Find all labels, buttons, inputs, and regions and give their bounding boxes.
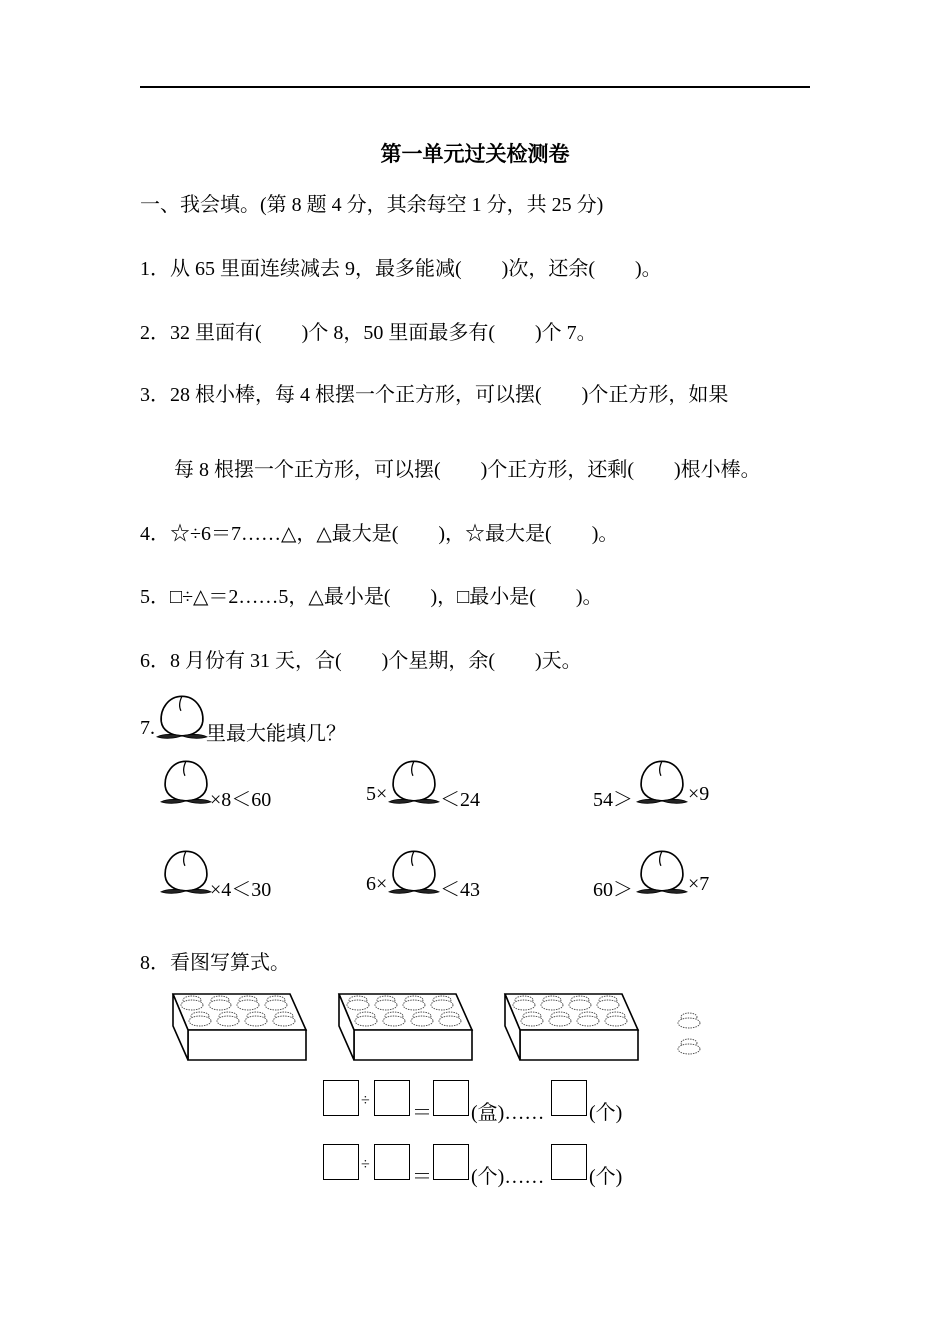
question-3-line-2: 每 8 根摆一个正方形，可以摆( )个正方形，还剩( )根小棒。	[174, 459, 761, 481]
answer-box[interactable]	[433, 1144, 469, 1180]
peach-icon	[156, 690, 208, 740]
question-7-text: 里最大能填几？	[206, 723, 346, 745]
peach-icon	[388, 755, 440, 805]
q7-expr-r2c2b: ＜43	[440, 879, 480, 901]
q7-expr-r2c2a: 6×	[366, 873, 388, 895]
question-2: 2．32 里面有( )个 8，50 里面最多有( )个 7。	[140, 322, 597, 344]
question-1: 1．从 65 里面连续减去 9，最多能减( )次，还余( )。	[140, 258, 662, 280]
unit-pieces: (个)	[589, 1102, 623, 1124]
question-4: 4．☆÷6＝7……△，△最大是( )，☆最大是( )。	[140, 523, 619, 545]
answer-box[interactable]	[551, 1144, 587, 1180]
page-title: 第一单元过关检测卷	[380, 142, 570, 166]
unit-pieces-remainder: (个)……	[471, 1166, 545, 1188]
question-7-number: 7.	[140, 717, 155, 739]
peach-icon	[636, 755, 688, 805]
peach-icon	[388, 845, 440, 895]
q7-expr-r2c3b: ×7	[688, 873, 710, 895]
divide-sign: ÷	[361, 1092, 370, 1109]
divide-sign: ÷	[361, 1156, 370, 1173]
equals-sign: ＝	[412, 1102, 432, 1124]
answer-box[interactable]	[374, 1144, 410, 1180]
equals-sign: ＝	[412, 1166, 432, 1188]
cake-icon	[676, 1038, 702, 1056]
cake-box-icon	[336, 990, 476, 1064]
peach-icon	[636, 845, 688, 895]
answer-box[interactable]	[323, 1080, 359, 1116]
answer-box[interactable]	[551, 1080, 587, 1116]
header-rule	[140, 86, 810, 88]
q7-expr-r1c2a: 5×	[366, 783, 388, 805]
question-5: 5．□÷△＝2……5，△最小是( )，□最小是( )。	[140, 586, 603, 608]
q7-expr-r1c3b: ×9	[688, 783, 710, 805]
question-3-line-1: 3．28 根小棒，每 4 根摆一个正方形，可以摆( )个正方形，如果	[140, 384, 729, 406]
q7-expr-r1c3a: 54＞	[593, 789, 633, 811]
section-heading: 一、我会填。(第 8 题 4 分，其余每空 1 分，共 25 分)	[140, 194, 604, 216]
unit-pieces: (个)	[589, 1166, 623, 1188]
cake-icon	[676, 1012, 702, 1030]
answer-box[interactable]	[433, 1080, 469, 1116]
q7-expr-r2c1: ×4＜30	[210, 879, 272, 901]
peach-icon	[160, 845, 212, 895]
q7-expr-r1c2b: ＜24	[440, 789, 480, 811]
question-6: 6．8 月份有 31 天，合( )个星期，余( )天。	[140, 650, 582, 672]
unit-boxes-remainder: (盒)……	[471, 1102, 545, 1124]
cake-box-icon	[502, 990, 642, 1064]
answer-box[interactable]	[374, 1080, 410, 1116]
question-8-title: 8．看图写算式。	[140, 952, 290, 974]
cake-box-icon	[170, 990, 310, 1064]
answer-box[interactable]	[323, 1144, 359, 1180]
peach-icon	[160, 755, 212, 805]
q7-expr-r2c3a: 60＞	[593, 879, 633, 901]
q7-expr-r1c1: ×8＜60	[210, 789, 272, 811]
